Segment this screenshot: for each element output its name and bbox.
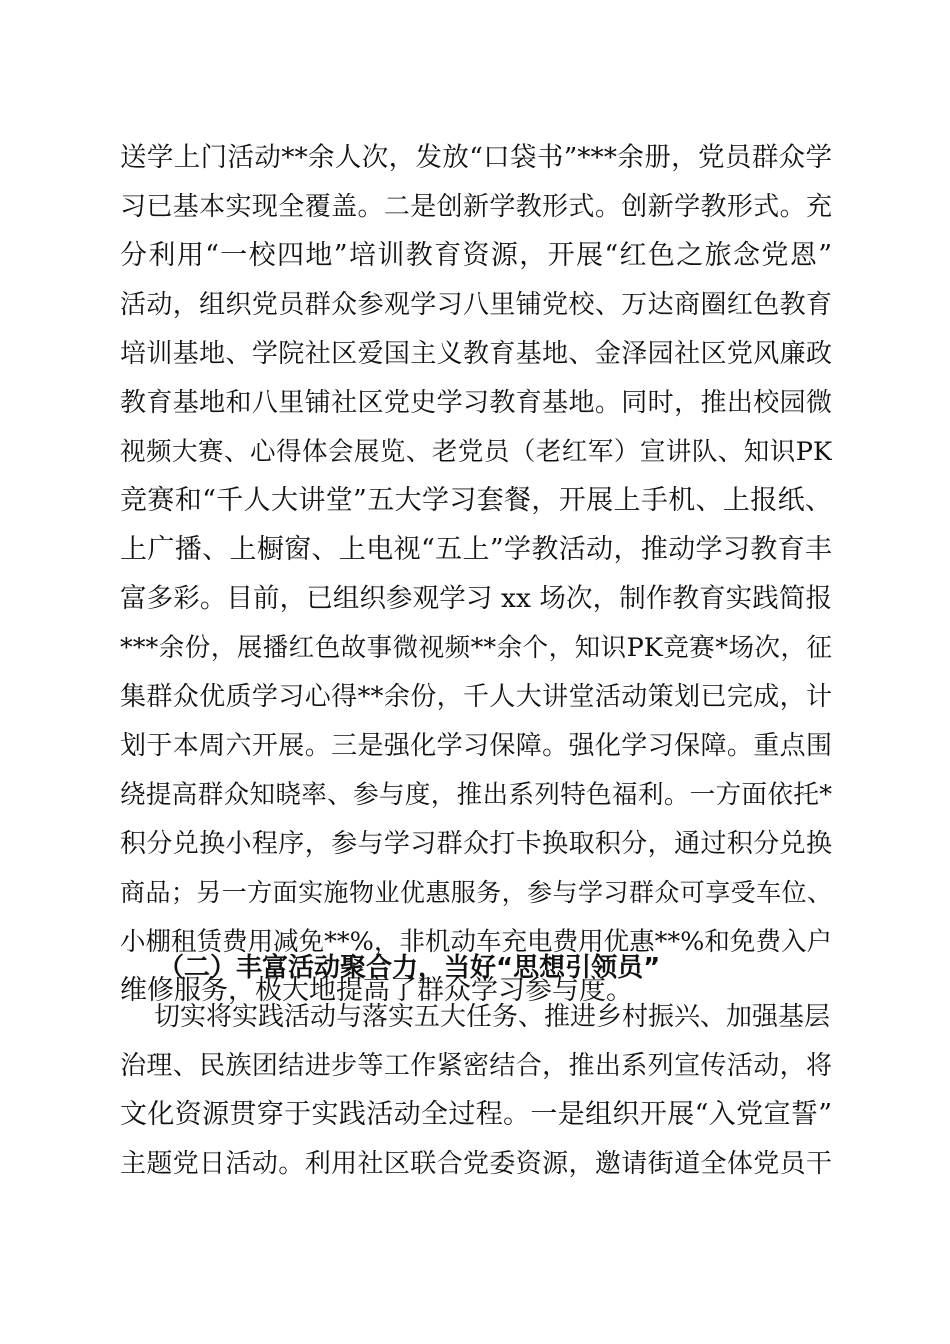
paragraph-line: 治理、民族团结进步等工作紧密结合，推出系列宣传活动，将	[120, 1051, 832, 1081]
section-heading: （二）丰富活动聚合力，当好“思想引领员”	[158, 953, 661, 983]
paragraph-line: 集群众优质学习心得**余份，千人大讲堂活动策划已完成，计	[120, 682, 832, 712]
paragraph-line: 竞赛和“千人大讲堂”五大学习套餐，开展上手机、上报纸、	[120, 485, 832, 516]
paragraph-line: ***余份，展播红色故事微视频**余个，知识PK竞赛*场次，征	[120, 633, 832, 663]
paragraph-line: 小棚租赁费用减免**%，非机动车充电费用优惠**%和免费入户	[120, 927, 832, 957]
paragraph-line: 视频大赛、心得体会展览、老党员（老红军）宣讲队、知识PK	[120, 437, 832, 467]
paragraph-line: 习已基本实现全覆盖。二是创新学教形式。创新学教形式。充	[120, 192, 832, 222]
paragraph-line: 划于本周六开展。三是强化学习保障。强化学习保障。重点围	[120, 731, 832, 761]
paragraph-line: 商品；另一方面实施物业优惠服务，参与学习群众可享受车位、	[120, 878, 832, 907]
paragraph-line: 富多彩。目前，已组织参观学习 xx 场次，制作教育实践简报	[120, 583, 832, 614]
paragraph-line: 切实将实践活动与落实五大任务、推进乡村振兴、加强基层	[154, 1002, 830, 1032]
paragraph-line: 上广播、上橱窗、上电视“五上”学教活动，推动学习教育丰	[120, 534, 832, 565]
paragraph-line: 分利用“一校四地”培训教育资源，开展“红色之旅念党恩”	[120, 240, 832, 271]
paragraph-line: 文化资源贯穿于实践活动全过程。一是组织开展“入党宣誓”	[120, 1099, 832, 1130]
paragraph-line: 培训基地、学院社区爱国主义教育基地、金泽园社区党风廉政	[120, 339, 832, 369]
paragraph-line: 绕提高群众知晓率、参与度，推出系列特色福利。一方面依托*	[120, 780, 832, 810]
paragraph-line: 主题党日活动。利用社区联合党委资源，邀请街道全体党员干	[120, 1149, 832, 1179]
paragraph-line: 教育基地和八里铺社区党史学习教育基地。同时，推出校园微	[120, 388, 832, 418]
paragraph-line-last: 维修服务，极大地提高了群众学习参与度。	[120, 975, 633, 1006]
paragraph-line: 活动，组织党员群众参观学习八里铺党校、万达商圈红色教育	[120, 290, 832, 320]
paragraph-line: 积分兑换小程序，参与学习群众打卡换取积分，通过积分兑换	[120, 829, 832, 859]
paragraph-line: 送学上门活动**余人次，发放“口袋书”***余册，党员群众学	[120, 142, 832, 173]
